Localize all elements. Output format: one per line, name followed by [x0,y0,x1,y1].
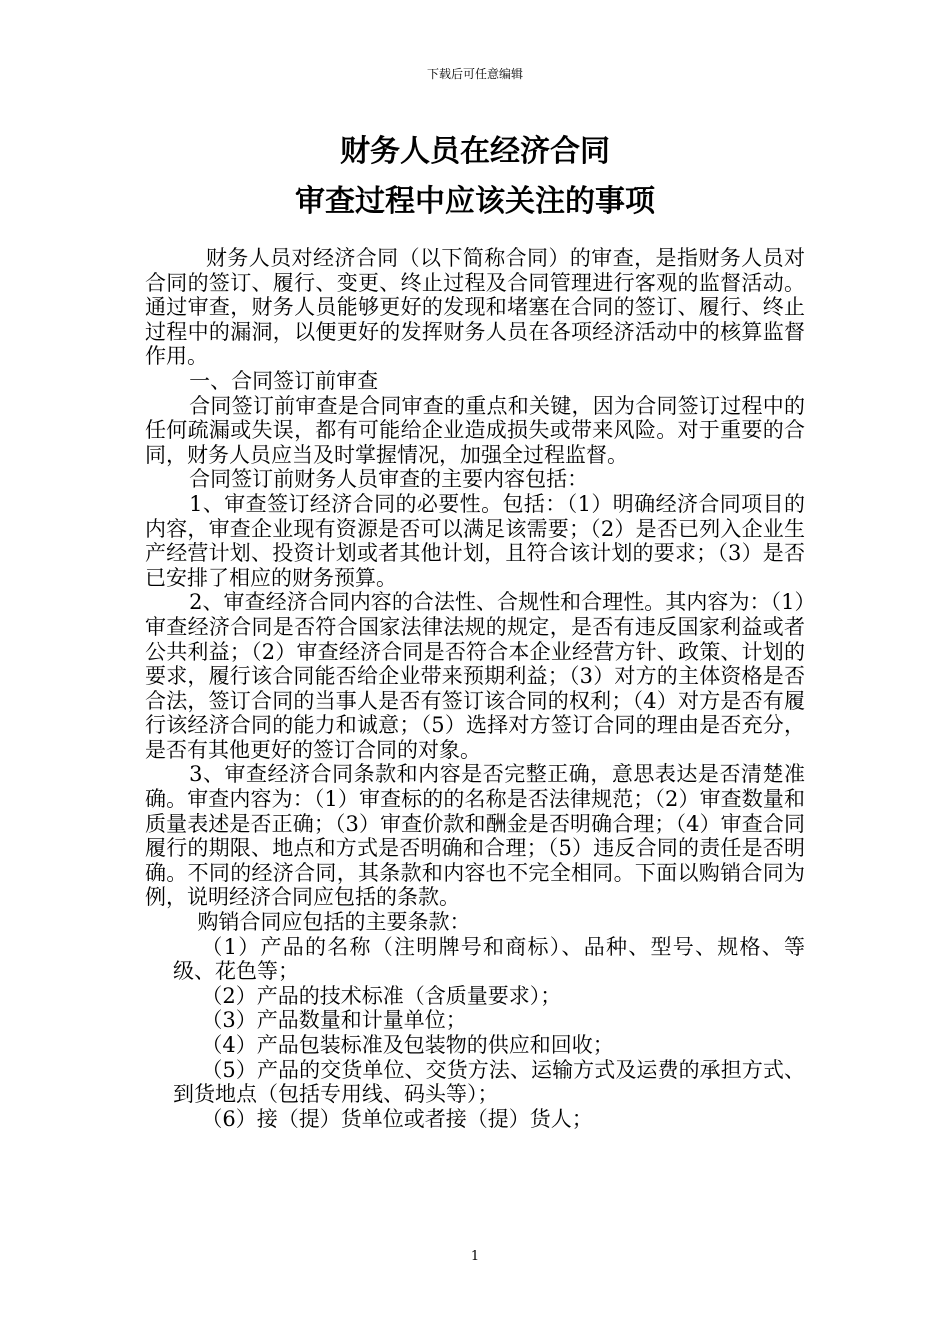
list-item: （1）产品的名称（注明牌号和商标）、品种、型号、规格、等级、花色等； [173,934,805,984]
page-number: 1 [470,1249,480,1264]
list-item: （6）接（提）货单位或者接（提）货人； [201,1106,593,1131]
list-item: （4）产品包装标准及包装物的供应和回收； [201,1033,614,1057]
list-heading: 购销合同应包括的主要条款： [197,910,471,935]
section-heading: 一、合同签订前审查 [189,368,379,393]
paragraph: 合同签订前审查是合同审查的重点和关键，因为合同签订过程中的任何疏漏或失误，都有可能给企业造成损失或带来风险。对于重要的合同，财务人员应当及时掌握情况，加强全过程监督。 [145,393,805,467]
paragraph: 1、审查签订经济合同的必要性。包括：（1）明确经济合同项目的内容，审查企业现有资源是否可以满足该需要；（2）是否已列入企业生产经营计划、投资计划或者其他计划，且符合该计划的要求；（3）是否已安排了相应的财务预算。 [145,491,805,590]
list-item: （3）产品数量和计量单位； [201,1008,467,1033]
document-body [145,246,805,1131]
intro-paragraph: 财务人员对经济合同（以下简称合同）的审查，是指财务人员对合同的签订、履行、变更、终止过程及合同管理进行客观的监督活动。通过审查，财务人员能够更好的发现和堵塞在合同的签订、履行、终止过程中的漏洞，以便更好的发挥财务人员在各项经济活动中的核算监督作用。 [145,246,805,369]
list-item: （2）产品的技术标准（含质量要求）； [201,983,562,1008]
list-item: （5）产品的交货单位、交货方法、运输方式及运费的承担方式、到货地点（包括专用线、码头等）； [173,1057,805,1107]
page-header: 下载后可任意编辑 [426,67,523,81]
document-title-line-2: 审查过程中应该关注的事项 [295,184,655,219]
paragraph: 3、审查经济合同条款和内容是否完整正确，意思表达是否清楚准确。审查内容为：（1）审查标的的名称是否法律规范；（2）审查数量和质量表述是否正确；（3）审查价款和酬金是否明确合理；（4）审查合同履行的期限、地点和方式是否明确和合理；（5）违反合同的责任是否明确。不同的经济合同，其条款和内容也不完全相同。下面以购销合同为例，说明经济合同应包括的条款。 [145,762,805,910]
document-title-line-1: 财务人员在经济合同 [340,134,610,169]
paragraph: 2、审查经济合同内容的合法性、合规性和合理性。其内容为：（1）审查经济合同是否符合国家法律法规的规定，是否有违反国家利益或者公共利益；（2）审查经济合同是否符合本企业经营方针、政策、计划的要求，履行该合同能否给企业带来预期利益；（3）对方的主体资格是否合法，签订合同的当事人是否有签订该合同的权利；（4）对方是否有履行该经济合同的能力和诚意；（5）选择对方签订合同的理由是否充分，是否有其他更好的签订合同的对象。 [145,590,805,762]
paragraph: 合同签订前财务人员审查的主要内容包括： [189,467,589,492]
